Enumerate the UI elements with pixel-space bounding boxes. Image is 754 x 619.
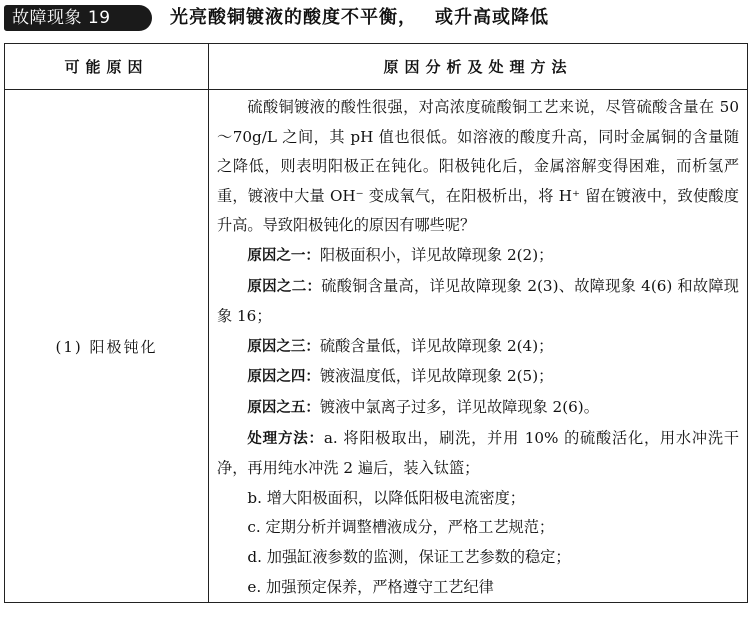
reason-text: 镀液温度低，详见故障现象 2(5)； [319, 367, 554, 386]
fault-title-part2: 或升高或降低 [435, 7, 549, 28]
reason-label: 原因之五： [247, 399, 320, 416]
method-item: c. 定期分析并调整槽液成分，严格工艺规范； [247, 518, 555, 537]
reason-item [217, 272, 739, 332]
reason-item [217, 241, 739, 272]
fault-title-part1: 光亮酸铜镀液的酸度不平衡， [170, 7, 417, 28]
method-item: b. 增大阳极面积，以降低阳极电流密度； [247, 488, 525, 507]
col-header-analysis: 原因分析及处理方法 [209, 44, 748, 90]
reason-text: 阳极面积小，详见故障现象 2(2)； [319, 245, 554, 264]
table-header-row [5, 44, 748, 90]
reason-item [217, 393, 739, 424]
method-item: d. 加强缸液参数的监测，保证工艺参数的稳定； [247, 547, 571, 566]
title-bar [4, 4, 750, 34]
fault-title [170, 4, 549, 32]
reason-label: 原因之四： [247, 369, 320, 386]
reason-label: 原因之二： [247, 278, 322, 295]
method-item [217, 424, 739, 484]
col-header-cause: 可能原因 [5, 44, 209, 90]
intro-paragraph: 硫酸铜镀液的酸性很强，对高浓度硫酸铜工艺来说，尽管硫酸含量在 50～70g/L 之间，其 pH 值也很低。如溶液的酸度升高，同时金属铜的含量随之降低，则表明阳极正在钝化。阳极钝化后，金属溶解变得困难，而析氢严重，镀液中大量 OH⁻ 变成氧气，在阳极析出，将 H⁺ 留在镀液中，致使酸度升高。导致阳极钝化的原因有哪些呢？ [217, 98, 739, 235]
analysis-table [4, 43, 748, 603]
method-text: a. 将阳极取出，刷洗，并用 10% 的硫酸活化，用水冲洗干净，再用纯水冲洗 2 遍后，装入钛篮； [217, 428, 740, 478]
table-row [5, 90, 748, 603]
method-item: e. 加强预定保养，严格遵守工艺纪律 [247, 577, 494, 596]
reason-text: 硫酸含量低，详见故障现象 2(4)； [319, 336, 554, 355]
reason-text: 镀液中氯离子过多，详见故障现象 2(6)。 [319, 397, 599, 416]
reason-text: 硫酸铜含量高，详见故障现象 2(3)、故障现象 4(6) 和故障现象 16； [217, 276, 739, 326]
reason-label: 原因之三： [247, 338, 320, 355]
fault-number-tag: 故障现象 19 [4, 5, 152, 31]
method-label: 处理方法： [247, 430, 324, 447]
cause-cell: (1) 阳极钝化 [5, 90, 209, 603]
analysis-cell [209, 90, 748, 603]
reason-label: 原因之一： [247, 247, 320, 264]
reason-item [217, 332, 739, 363]
reason-item [217, 362, 739, 393]
